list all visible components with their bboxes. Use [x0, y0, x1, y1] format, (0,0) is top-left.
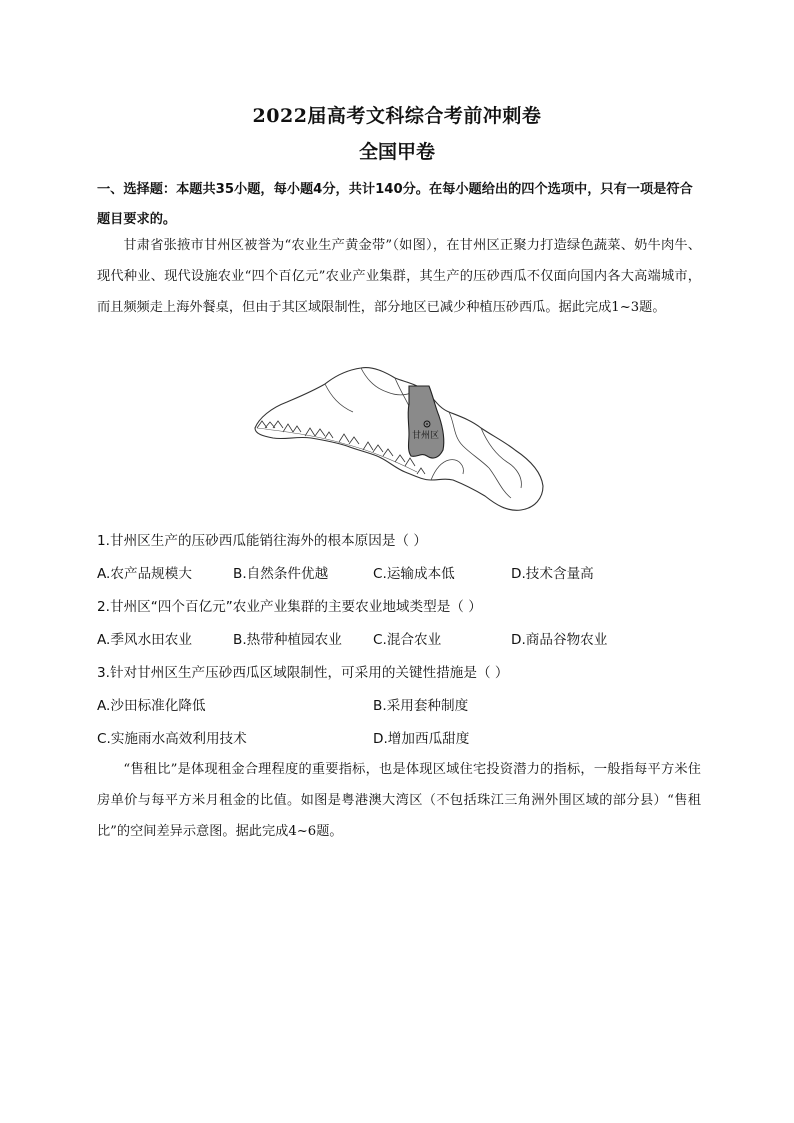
map-region-label: 甘州区: [412, 431, 440, 441]
boundary-line: [481, 428, 521, 488]
question-2-option-b[interactable]: B.热带种植园农业: [233, 632, 342, 648]
question-3-option-c[interactable]: C.实施雨水高效利用技术: [97, 731, 247, 747]
question-2-option-c[interactable]: C.混合农业: [373, 632, 442, 648]
question-3-option-a[interactable]: A.沙田标准化降低: [97, 698, 206, 714]
question-1-option-a[interactable]: A.农产品规模大: [97, 566, 192, 582]
question-1-option-d[interactable]: D.技术含量高: [511, 566, 594, 582]
reading-passage-1: 甘肃省张掖市甘州区被誉为“农业生产黄金带”（如图），在甘州区正聚力打造绿色蔬菜、奶牛肉牛、现代种业、现代设施农业“四个百亿元”农业产业集群，其生产的压砂西瓜不仅面向国内各大高端城市，而且频频走上海外餐桌，但由于其区域限制性，部分地区已减少种植压砂西瓜。据此完成1~3题。: [97, 238, 701, 315]
map-svg: [249, 362, 547, 514]
boundary-line: [325, 384, 353, 412]
exam-title: 2022届高考文科综合考前冲刺卷: [252, 105, 542, 127]
question-1-stem: 1.甘州区生产的压砂西瓜能销往海外的根本原因是（ ）: [97, 533, 427, 549]
ganzhou-district-area: [408, 386, 444, 458]
section-heading: 一、选择题：本题共35小题，每小题4分，共计140分。在每小题给出的四个选项中，只有一项是符合题目要求的。: [97, 182, 693, 227]
question-1-option-c[interactable]: C.运输成本低: [373, 566, 455, 582]
reading-passage-2: “售租比”是体现租金合理程度的重要指标，也是体现区域住宅投资潜力的指标，一般指每平方米住房单价与每平方米月租金的比值。如图是粤港澳大湾区（不包括珠江三角洲外围区域的部分县）“售租比”的空间差异示意图。据此完成4~6题。: [97, 762, 701, 839]
question-3-stem: 3.针对甘州区生产压砂西瓜区域限制性，可采用的关键性措施是（ ）: [97, 665, 509, 681]
question-2-option-d[interactable]: D.商品谷物农业: [511, 632, 608, 648]
city-marker-dot: [426, 423, 428, 425]
gansu-map-figure: [249, 362, 547, 514]
question-2-option-a[interactable]: A.季风水田农业: [97, 632, 192, 648]
question-3-option-b[interactable]: B.采用套种制度: [373, 698, 469, 714]
question-2-stem: 2.甘州区“四个百亿元”农业产业集群的主要农业地域类型是（ ）: [97, 599, 482, 615]
boundary-line: [489, 468, 511, 498]
boundary-line: [431, 460, 463, 480]
exam-subtitle: 全国甲卷: [358, 141, 435, 163]
question-1-option-b[interactable]: B.自然条件优越: [233, 566, 329, 582]
mountain-icon: [257, 421, 425, 474]
question-3-option-d[interactable]: D.增加西瓜甜度: [373, 731, 470, 747]
province-outline: [255, 368, 543, 511]
